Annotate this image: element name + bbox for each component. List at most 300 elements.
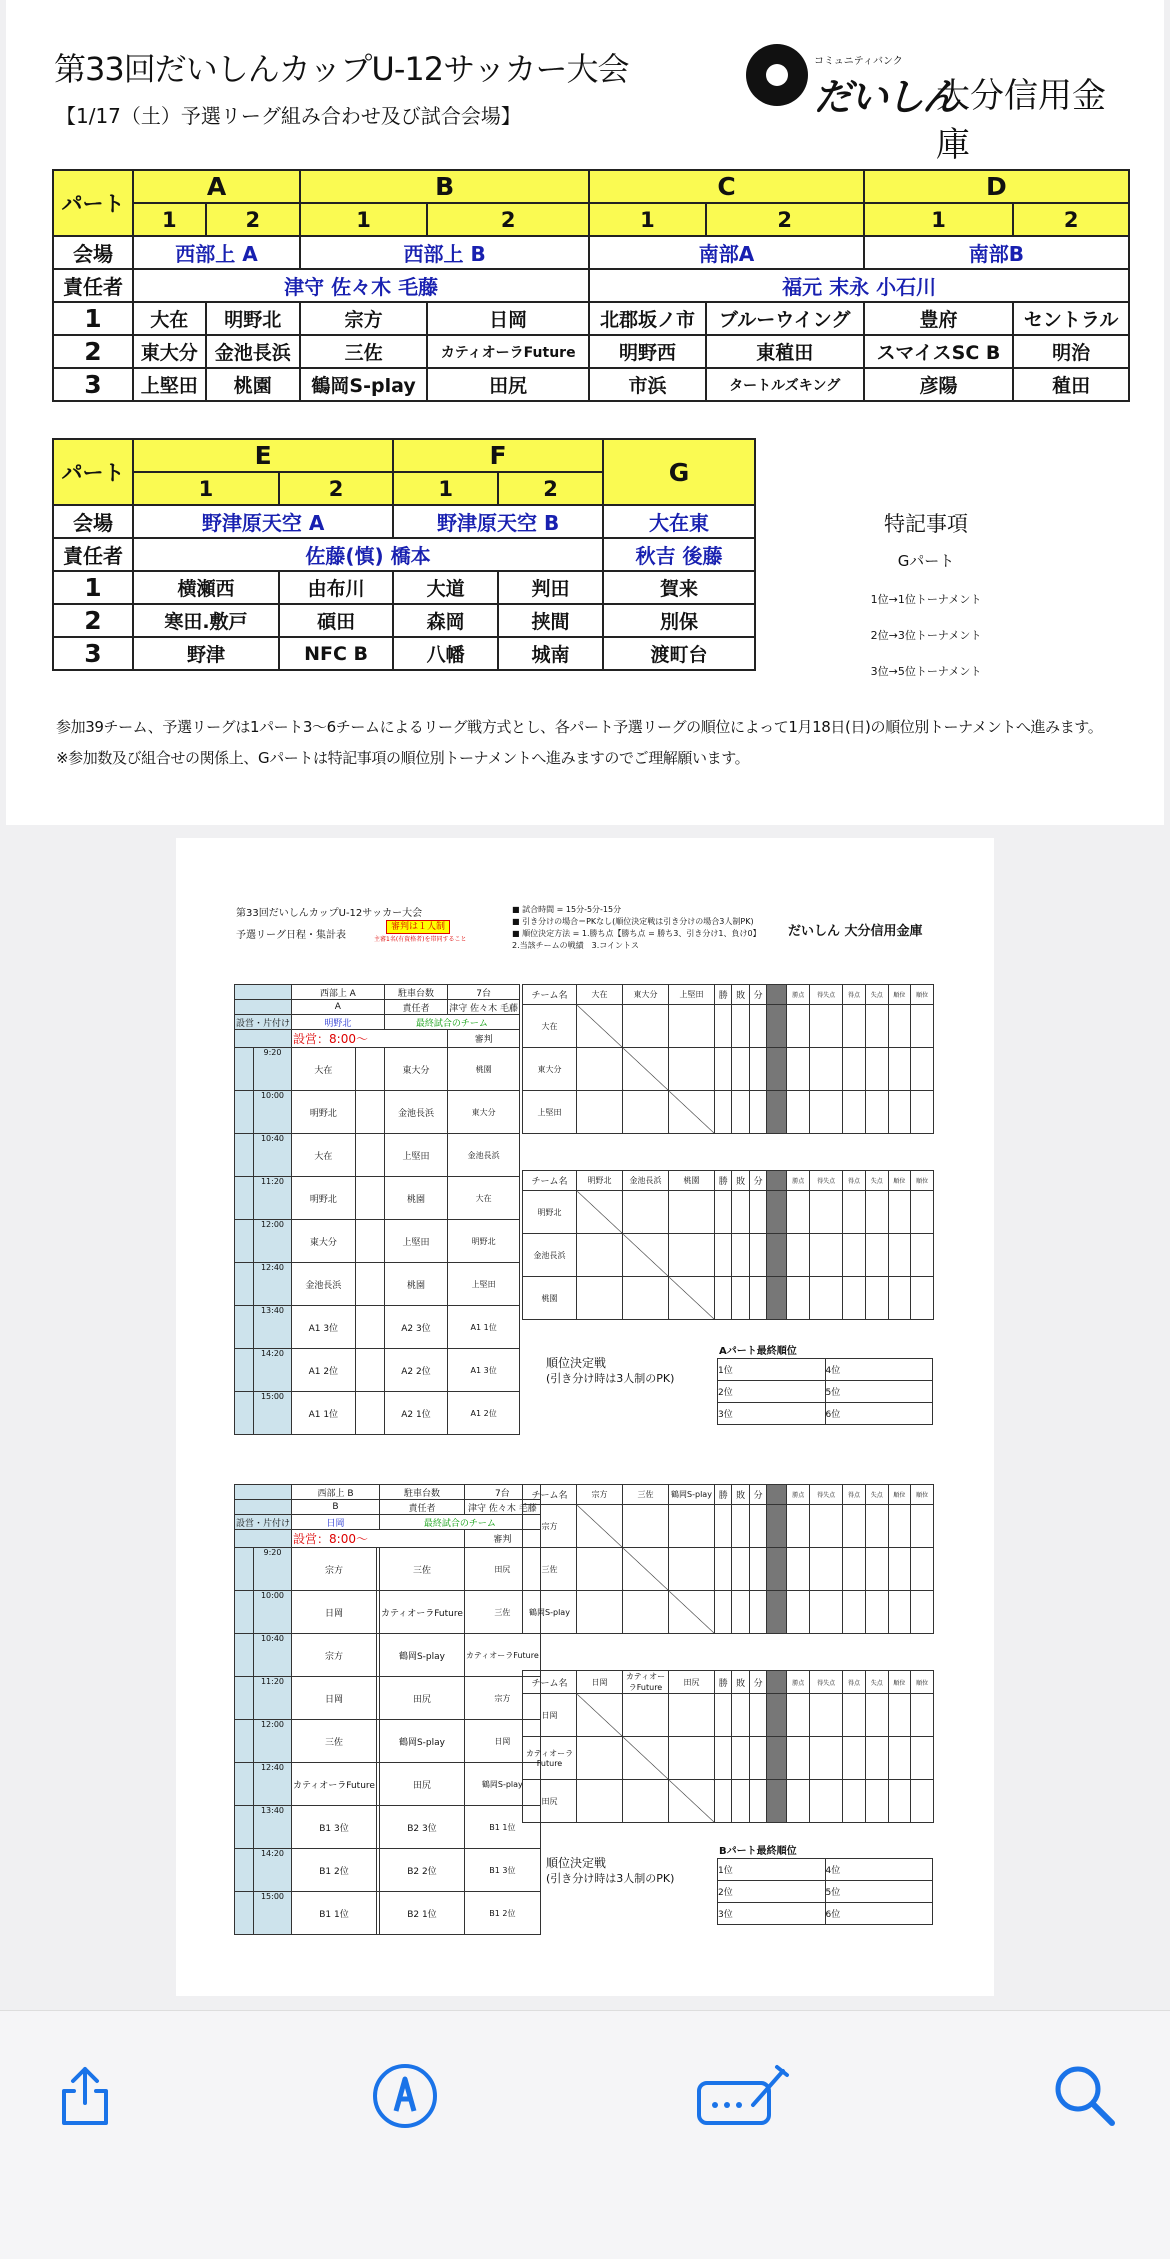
mini-cell — [865, 1694, 888, 1737]
mini-cell: 勝点 — [787, 1485, 810, 1505]
mini-cell: 11:20 — [254, 1177, 292, 1220]
schedule-table-a-d — [52, 169, 1130, 402]
mini-cell: 設営・片付け — [235, 1515, 292, 1530]
mini-cell: カティオーラFuture — [379, 1591, 464, 1634]
mini-cell: 責任者 — [379, 1500, 464, 1515]
mini-cell — [787, 1694, 810, 1737]
document-page-image — [6, 0, 1164, 825]
mini-cell — [843, 1737, 866, 1780]
mini-cell: 勝点 — [787, 985, 810, 1005]
notes-rule: 1位→1位トーナメント — [870, 593, 982, 606]
mini-cell — [623, 1694, 669, 1737]
team-cell: 森岡 — [393, 604, 498, 637]
mini-cell: カティオーラFuture — [523, 1737, 577, 1780]
manager-cell: 福元 末永 小石川 — [589, 269, 1129, 302]
mini-cell — [577, 1780, 623, 1823]
mini-cell — [888, 1780, 911, 1823]
mini-cell: 鶴岡S-play — [669, 1485, 715, 1505]
mini-cell — [865, 1091, 888, 1134]
mini-cell: 宗方 — [292, 1548, 377, 1591]
manager-cell: 佐藤(慎) 橋本 — [133, 538, 603, 571]
mini-cell — [749, 1591, 766, 1634]
group-header: A — [133, 170, 300, 203]
mini-cell — [235, 1634, 254, 1677]
mini-cell: 得失点 — [810, 1485, 843, 1505]
mini-cell: 最終試合のチーム — [379, 1515, 540, 1530]
mini-cell: 最終試合のチーム — [384, 1015, 519, 1030]
mini-cell — [911, 1277, 934, 1320]
mini-cell: 日岡 — [577, 1671, 623, 1694]
mini-cell: チーム名 — [523, 1671, 577, 1694]
team-cell: 桃園 — [206, 368, 300, 401]
mini-cell — [623, 1234, 669, 1277]
mini-cell: 鶴岡S-play — [379, 1720, 464, 1763]
mini-cell: 東大分 — [448, 1091, 520, 1134]
mini-cell: 13:40 — [254, 1806, 292, 1849]
group-header: E — [133, 439, 393, 472]
mini-cell: 宗方 — [523, 1505, 577, 1548]
mini-cell: 3位 — [718, 1403, 826, 1425]
mini-cell: 14:20 — [254, 1849, 292, 1892]
mini-cell: 鶴岡S-play — [379, 1634, 464, 1677]
mini-cell: 田尻 — [464, 1548, 540, 1591]
mini-cell: 東大分 — [384, 1048, 448, 1091]
mini-cell: 審判 — [448, 1030, 520, 1048]
mini-cell — [235, 1530, 292, 1548]
mini-cell — [787, 1005, 810, 1048]
mini-cell: 三佐 — [523, 1548, 577, 1591]
mini-cell: 大在 — [577, 985, 623, 1005]
notes-heading: 特記事項 — [884, 512, 968, 536]
mini-title: 第33回だいしんカップU-12サッカー大会 — [236, 908, 423, 919]
mini-logo: だいしん 大分信用金庫 — [788, 924, 923, 939]
mini-playoff: 順位決定戦 — [546, 1356, 607, 1370]
mini-cell: 設営・片付け — [235, 1015, 292, 1030]
mini-cell: 審判 — [464, 1530, 540, 1548]
mini-cell: 西部上 A — [292, 985, 385, 1000]
mini-cell: 日岡 — [464, 1720, 540, 1763]
page-title: 第33回だいしんカップU-12サッカー大会 — [54, 50, 629, 88]
edit-icon[interactable] — [695, 2061, 785, 2131]
sub-header: 2 — [206, 203, 300, 236]
mini-cell — [732, 1548, 749, 1591]
mini-cell — [235, 1177, 254, 1220]
mini-cell: 11:20 — [254, 1677, 292, 1720]
mini-cell — [623, 1780, 669, 1823]
mini-cell — [669, 1091, 715, 1134]
mini-cell — [235, 985, 292, 1000]
mini-cell — [767, 1694, 787, 1737]
mini-cell — [235, 1263, 254, 1306]
team-cell: 稙田 — [1013, 368, 1129, 401]
mini-cell: チーム名 — [523, 1485, 577, 1505]
team-cell: 明治 — [1013, 335, 1129, 368]
mini-cell — [577, 1505, 623, 1548]
mini-cell: 桃園 — [384, 1177, 448, 1220]
team-cell: 碩田 — [279, 604, 393, 637]
mini-cell: 上堅田 — [669, 985, 715, 1005]
mini-cell — [715, 1048, 732, 1091]
mini-cell: 得点 — [843, 985, 866, 1005]
mini-cell — [787, 1191, 810, 1234]
mini-cell: 順位 — [888, 1485, 911, 1505]
mini-cell: A1 1位 — [292, 1392, 356, 1435]
manager-cell: 秋吉 後藤 — [603, 538, 755, 571]
mini-cell — [749, 1234, 766, 1277]
mini-cell — [767, 1191, 787, 1234]
mini-cell: 三佐 — [292, 1720, 377, 1763]
mini-cell — [787, 1234, 810, 1277]
sub-header: 1 — [133, 472, 279, 505]
mini-cell — [235, 1806, 254, 1849]
mini-cell — [843, 1191, 866, 1234]
mini-cell — [865, 1191, 888, 1234]
mini-cell — [355, 1220, 384, 1263]
logo-brand: だいしん — [814, 75, 959, 119]
mini-cell: A2 3位 — [384, 1306, 448, 1349]
mini-subtitle: 予選リーグ日程・集計表 — [236, 930, 346, 941]
mini-cell — [235, 1048, 254, 1091]
mini-cell: 津守 佐々木 毛藤 — [448, 1000, 520, 1015]
mini-cell: 田尻 — [669, 1671, 715, 1694]
mini-cell — [843, 1005, 866, 1048]
mini-cell — [732, 1505, 749, 1548]
mini-cell — [787, 1737, 810, 1780]
mini-cell — [669, 1780, 715, 1823]
mini-cell — [843, 1591, 866, 1634]
venue-cell: 西部上 B — [300, 236, 589, 269]
mini-cell — [749, 1277, 766, 1320]
mini-cell: 駐車台数 — [384, 985, 448, 1000]
venue-cell: 南部A — [589, 236, 864, 269]
mini-cell: A1 2位 — [292, 1349, 356, 1392]
team-cell: 由布川 — [279, 571, 393, 604]
mini-rule: 2.当該チームの戦績 3.コイントス — [512, 941, 639, 950]
mini-cell — [767, 1005, 787, 1048]
mini-cell: 日岡 — [292, 1591, 377, 1634]
mini-cell: A2 1位 — [384, 1392, 448, 1435]
mini-cell: 10:40 — [254, 1634, 292, 1677]
mini-cell: 敗 — [732, 1485, 749, 1505]
mini-cell: 失点 — [865, 1671, 888, 1694]
sub-header: 1 — [393, 472, 498, 505]
mini-cell — [865, 1048, 888, 1091]
mini-cell — [235, 1763, 254, 1806]
mini-cell — [715, 1591, 732, 1634]
team-cell: 東大分 — [133, 335, 206, 368]
mini-rule: ■ 試合時間 = 15分-5分-15分 — [512, 905, 622, 914]
mini-cell: B1 3位 — [464, 1849, 540, 1892]
mini-cell: 4位 — [825, 1359, 933, 1381]
mini-cell: 金池長浜 — [623, 1171, 669, 1191]
logo-name: 大分信用金庫 — [936, 76, 1106, 165]
mini-cell — [865, 1737, 888, 1780]
mini-cell — [715, 1780, 732, 1823]
mini-cell — [810, 1780, 843, 1823]
mini-cell — [911, 1591, 934, 1634]
mini-cell — [767, 1091, 787, 1134]
mini-cell — [888, 1591, 911, 1634]
mini-cell — [577, 1277, 623, 1320]
mini-cell — [810, 1234, 843, 1277]
mini-cell: 分 — [749, 985, 766, 1005]
mini-cell — [235, 1306, 254, 1349]
mini-cell — [577, 1091, 623, 1134]
mini-cell: 宗方 — [464, 1677, 540, 1720]
mini-cell: A1 2位 — [448, 1392, 520, 1435]
mini-cell: 9:20 — [254, 1548, 292, 1591]
row-number: 2 — [53, 604, 133, 637]
mini-cell: 順位 — [911, 1671, 934, 1694]
mini-cell — [749, 1005, 766, 1048]
mini-cell — [767, 1048, 787, 1091]
mini-rule: ■ 順位決定方法 = 1.勝ち点【勝ち点 = 勝ち3、引き分け1、負け0】 — [512, 929, 761, 938]
mini-cell — [911, 1005, 934, 1048]
mini-cell: 12:40 — [254, 1263, 292, 1306]
footer-notes — [56, 712, 1102, 774]
mini-cell — [888, 1548, 911, 1591]
team-cell: 明野北 — [206, 302, 300, 335]
mini-cell: 津守 佐々木 毛藤 — [464, 1500, 540, 1515]
team-cell: 野津 — [133, 637, 279, 670]
team-cell: ブルーウイング — [706, 302, 864, 335]
mini-cell: カティオーラFuture — [292, 1763, 377, 1806]
row-number: 3 — [53, 368, 133, 401]
mini-cell — [355, 1349, 384, 1392]
team-cell: 市浜 — [589, 368, 705, 401]
mini-cell — [235, 1548, 254, 1591]
mini-cell — [732, 1005, 749, 1048]
mini-cell: 鶴岡S-play — [523, 1591, 577, 1634]
mini-cell — [749, 1191, 766, 1234]
team-cell: NFC B — [279, 637, 393, 670]
mini-cell: 桃園 — [523, 1277, 577, 1320]
mini-cell — [355, 1306, 384, 1349]
mini-cell — [767, 1171, 787, 1191]
mini-rule: ■ 引き分けの場合＝PKなし(順位決定戦は引き分けの場合3人制PK) — [512, 917, 754, 926]
notes-rule: 2位→3位トーナメント — [870, 629, 982, 642]
share-icon[interactable] — [50, 2061, 120, 2131]
mini-cell: 分 — [749, 1671, 766, 1694]
mini-cell: 勝 — [715, 1671, 732, 1694]
mini-cell — [810, 1591, 843, 1634]
mini-cell — [767, 1505, 787, 1548]
mini-cell — [911, 1548, 934, 1591]
group-header: G — [603, 439, 755, 505]
mini-badge: 審判は１人制 — [386, 920, 450, 934]
mini-cell — [888, 1191, 911, 1234]
mini-standings-table — [522, 984, 934, 1134]
mini-cell — [843, 1277, 866, 1320]
mini-cell: 上堅田 — [448, 1263, 520, 1306]
mini-cell — [623, 1591, 669, 1634]
mini-cell — [623, 1505, 669, 1548]
team-cell: カティオーラFuture — [427, 335, 589, 368]
mini-cell — [355, 1091, 384, 1134]
mini-cell: B1 2位 — [464, 1892, 540, 1935]
mini-cell — [843, 1780, 866, 1823]
team-cell: 別保 — [603, 604, 755, 637]
mini-cell — [235, 1849, 254, 1892]
mini-cell — [732, 1737, 749, 1780]
mini-cell: 明野北 — [448, 1220, 520, 1263]
mini-cell: 鶴岡S-play — [464, 1763, 540, 1806]
row-number: 1 — [53, 571, 133, 604]
mini-cell — [767, 1591, 787, 1634]
mini-cell: 5位 — [825, 1381, 933, 1403]
mini-cell — [235, 1134, 254, 1177]
team-cell: 寒田.敷戸 — [133, 604, 279, 637]
mini-cell — [843, 1091, 866, 1134]
mini-cell — [715, 1091, 732, 1134]
mini-cell — [810, 1191, 843, 1234]
mini-standings-table — [522, 1170, 934, 1320]
mini-cell — [843, 1505, 866, 1548]
logo-sub: コミュニティバンク — [814, 56, 903, 67]
mini-cell — [577, 1191, 623, 1234]
mini-cell — [355, 1392, 384, 1435]
mini-cell — [767, 1737, 787, 1780]
mini-cell: カティオーラFuture — [623, 1671, 669, 1694]
mini-cell: 上堅田 — [384, 1134, 448, 1177]
mini-cell — [623, 1048, 669, 1091]
mini-cell — [810, 1048, 843, 1091]
mini-cell — [911, 1091, 934, 1134]
mini-cell: A1 3位 — [448, 1349, 520, 1392]
mini-cell: 桃園 — [448, 1048, 520, 1091]
team-cell: 宗方 — [300, 302, 427, 335]
mini-cell: B2 2位 — [379, 1849, 464, 1892]
mini-cell: 7台 — [464, 1485, 540, 1500]
mini-cell: 大在 — [448, 1177, 520, 1220]
team-cell: 鶴岡S-play — [300, 368, 427, 401]
mini-cell: 12:00 — [254, 1220, 292, 1263]
mini-standings-table — [522, 1670, 934, 1823]
mini-cell: 10:00 — [254, 1091, 292, 1134]
row-number: 2 — [53, 335, 133, 368]
mini-cell: A1 1位 — [448, 1306, 520, 1349]
part-header: パート — [53, 439, 133, 505]
mini-cell: 三佐 — [623, 1485, 669, 1505]
mini-cell — [865, 1505, 888, 1548]
mini-cell — [787, 1048, 810, 1091]
mini-cell — [810, 1694, 843, 1737]
mini-cell: 田尻 — [379, 1677, 464, 1720]
mini-cell — [669, 1505, 715, 1548]
mini-cell — [843, 1694, 866, 1737]
mini-cell — [623, 1548, 669, 1591]
flower-logo-icon — [746, 44, 808, 106]
mini-cell: 東大分 — [523, 1048, 577, 1091]
group-header: C — [589, 170, 864, 203]
mini-cell — [911, 1694, 934, 1737]
mini-cell — [669, 1191, 715, 1234]
sub-header: 2 — [279, 472, 393, 505]
mini-cell — [235, 1485, 292, 1500]
sub-header: 1 — [133, 203, 206, 236]
mini-cell: 順位 — [911, 985, 934, 1005]
mini-cell: 三佐 — [379, 1548, 464, 1591]
mini-cell — [810, 1548, 843, 1591]
venue-cell: 野津原天空 A — [133, 505, 393, 538]
mini-cell — [749, 1780, 766, 1823]
mini-cell: 敗 — [732, 985, 749, 1005]
mini-cell: 大在 — [292, 1134, 356, 1177]
mini-cell — [749, 1091, 766, 1134]
mini-cell: B1 1位 — [292, 1892, 377, 1935]
mini-cell — [577, 1048, 623, 1091]
mini-cell: チーム名 — [523, 985, 577, 1005]
mini-cell: 東大分 — [623, 985, 669, 1005]
mini-cell: 金池長浜 — [523, 1234, 577, 1277]
footer-line: ※参加数及び組合せの関係上、Gパートは特記事項の順位別トーナメントへ進みますのでご理解願います。 — [56, 749, 750, 767]
mini-cell: 失点 — [865, 1485, 888, 1505]
mini-cell: B2 1位 — [379, 1892, 464, 1935]
search-icon[interactable] — [1050, 2061, 1120, 2131]
mini-final-title: Aパート最終順位 — [719, 1346, 797, 1357]
mini-cell: B1 2位 — [292, 1849, 377, 1892]
mini-cell: 明野北 — [292, 1177, 356, 1220]
mini-cell — [577, 1737, 623, 1780]
mini-cell: 15:00 — [254, 1392, 292, 1435]
mini-cell: 勝 — [715, 1485, 732, 1505]
team-cell: 北郡坂ノ市 — [589, 302, 705, 335]
mini-cell — [669, 1277, 715, 1320]
mini-cell — [623, 1191, 669, 1234]
mini-cell — [577, 1591, 623, 1634]
mini-cell — [235, 1677, 254, 1720]
mini-cell — [235, 1000, 292, 1015]
mini-cell: 桃園 — [384, 1263, 448, 1306]
venue-cell: 南部B — [864, 236, 1129, 269]
bottom-toolbar — [0, 2010, 1170, 2259]
sub-header: 2 — [1013, 203, 1129, 236]
mini-cell — [235, 1091, 254, 1134]
special-notes — [826, 508, 1026, 679]
mini-cell — [623, 1737, 669, 1780]
mini-cell: 1位 — [718, 1859, 826, 1881]
team-cell: 豊府 — [864, 302, 1013, 335]
mini-cell — [787, 1091, 810, 1134]
mini-cell: 金池長浜 — [384, 1091, 448, 1134]
mini-cell: 2位 — [718, 1381, 826, 1403]
mini-final-table — [717, 1858, 933, 1925]
team-cell: 上堅田 — [133, 368, 206, 401]
team-cell: 東稙田 — [706, 335, 864, 368]
mini-cell — [669, 1005, 715, 1048]
group-header: D — [864, 170, 1129, 203]
mini-cell: 桃園 — [669, 1171, 715, 1191]
mini-cell: 順位 — [911, 1171, 934, 1191]
mini-cell — [669, 1048, 715, 1091]
mini-cell — [355, 1134, 384, 1177]
mini-cell: 順位 — [888, 1671, 911, 1694]
mini-cell — [577, 1548, 623, 1591]
mini-cell: B1 3位 — [292, 1806, 377, 1849]
mini-cell — [865, 1591, 888, 1634]
mini-cell: 得失点 — [810, 1671, 843, 1694]
team-cell: 大道 — [393, 571, 498, 604]
mini-cell: 13:40 — [254, 1306, 292, 1349]
markup-icon[interactable] — [370, 2061, 440, 2131]
mini-cell — [767, 1485, 787, 1505]
mini-badge2: 主審1名(有資格者)を帯同すること — [374, 936, 467, 943]
mini-cell — [888, 1737, 911, 1780]
mini-cell — [715, 1694, 732, 1737]
mini-cell — [715, 1191, 732, 1234]
manager-label: 責任者 — [53, 269, 133, 302]
team-cell: 金池長浜 — [206, 335, 300, 368]
